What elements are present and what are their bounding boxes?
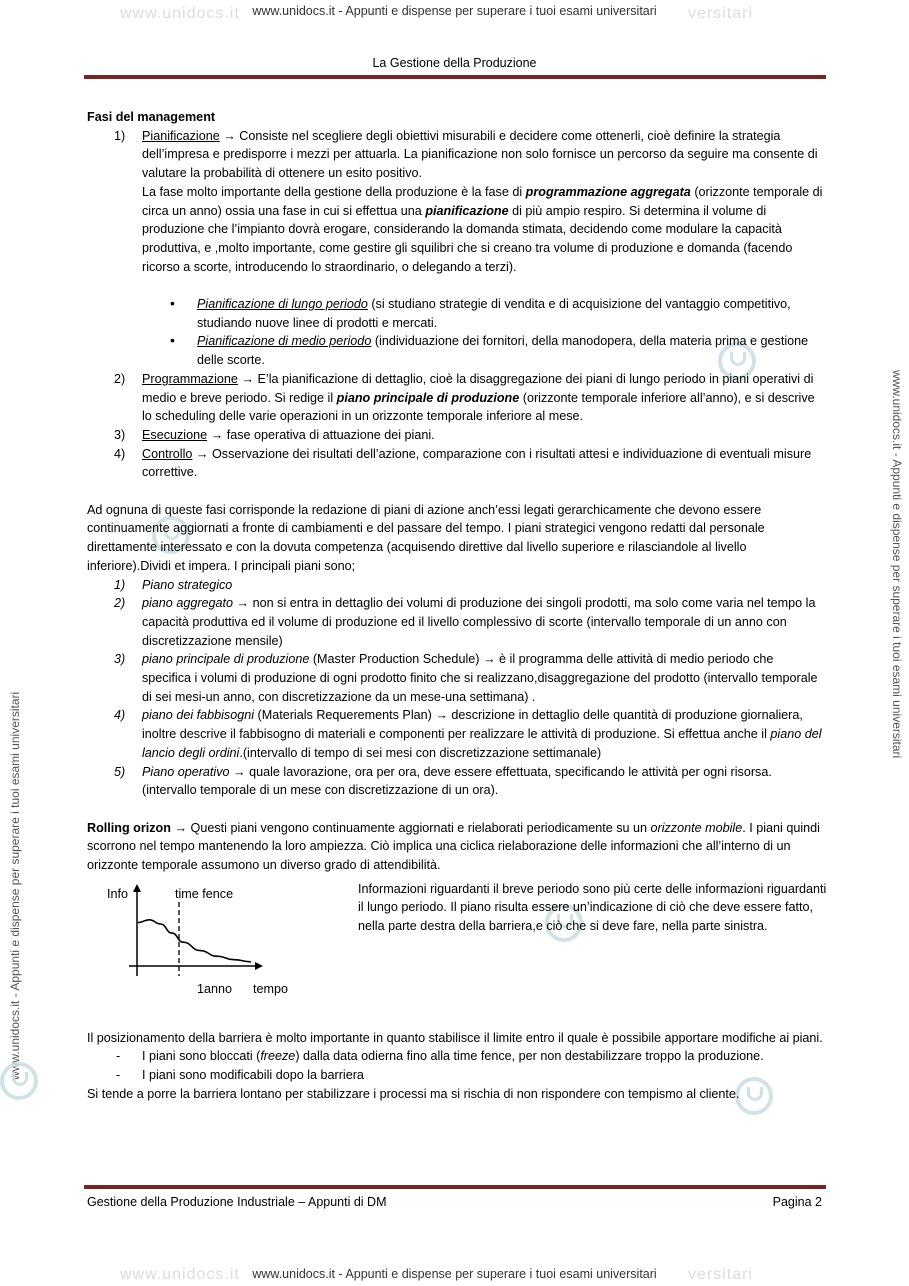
bullet-item: [87, 332, 823, 369]
bullet-term: Pianificazione di lungo periodo: [197, 297, 368, 312]
page-header-title: La Gestione della Produzione: [372, 56, 537, 70]
plan-term: Piano strategico: [142, 577, 233, 592]
plan-emphasis: piano del lancio degli ordini: [142, 727, 822, 760]
phase-term: Programmazione: [142, 371, 238, 386]
phase-text: (orizzonte temporale di circa un anno) ossia una fase in cui si effettua una: [142, 184, 823, 218]
watermark-top: www.unidocs.it - Appunti e dispense per superare i tuoi esami universitari: [252, 4, 657, 18]
phase-item-pianificazione: [87, 127, 823, 277]
plan-term: piano principale di produzione: [142, 652, 310, 667]
rolling-text: . I piani quindi scorrono nel tempo mantenendo la loro ampiezza. Ciò implica una ciclica rielaborazione delle informazioni che all’interno di un orizzonte temporale assumono un diverso grado di attendibilità.: [87, 820, 820, 873]
dash-marker: -: [116, 1068, 121, 1083]
series-line: [138, 920, 251, 962]
item-number: 1): [114, 128, 126, 143]
time-fence-chart: [105, 880, 325, 1005]
plan-text: (Master Production Schedule) → è il programma delle attività di medio periodo che specifica i volumi di produzione di ogni prodotto finito che si realizzano,disaggregazione del prodotto (intervallo temporale di sei mesi-un anno, con discretizzazione da un mese-una settimana) .: [142, 652, 818, 704]
plan-term: piano dei fabbisogni: [142, 708, 255, 723]
phase-text: E’la pianificazione di dettaglio, cioè la disaggregazione dei piani di lungo periodo in piani operativi di medio e breve periodo. Si redige il: [142, 371, 814, 405]
bullet-icon: •: [170, 332, 175, 349]
arrow-icon: →: [237, 371, 254, 386]
item-number: 2): [114, 371, 126, 386]
section-heading: Fasi del management: [87, 110, 216, 124]
watermark-ghost-bottom-right: versitari: [688, 1266, 754, 1283]
dash-text: I piani sono bloccati (: [142, 1049, 261, 1064]
rolling-text: Questi piani vengono continuamente aggiornati e rielaborati periodicamente su un: [187, 820, 651, 835]
plan-text: quale lavorazione, ora per ora, deve essere effettuata, specificando le attività per ogni risorsa. (intervallo temporale di un mese con discretizzazione di un ora).: [142, 764, 772, 798]
dash-item: [87, 1047, 823, 1066]
item-number: 5): [114, 764, 126, 779]
plan-text: .(intervallo di tempo di sei mesi con discretizzazione settimanale): [239, 745, 602, 760]
arrow-icon: →: [170, 820, 188, 835]
x-axis-label: tempo: [253, 981, 289, 996]
arrow-icon: →: [192, 446, 209, 461]
plan-item: [87, 650, 823, 706]
bullet-item: [87, 295, 823, 332]
time-fence-figure: [87, 880, 827, 1020]
watermark-left-side: www.unidocs.it - Appunti e dispense per superare i tuoi esami universitari: [8, 691, 22, 1080]
phase-item-programmazione: [87, 370, 823, 426]
item-number: 3): [114, 427, 126, 442]
item-number: 3): [114, 652, 126, 667]
one-year-label: 1anno: [197, 981, 233, 996]
page-content: [87, 108, 827, 1104]
plan-text: non si entra in dettaglio dei volumi di produzione dei singoli prodotti, ma solo come varia nel tempo la capacità produttiva ed il volume di produzione ed il livello complessivo di scorte (intervallo temporale di un anno con discretizzazione mensile): [142, 596, 816, 648]
phase-item-controllo: [87, 445, 823, 482]
item-number: 4): [114, 708, 126, 723]
header-rule: [84, 75, 826, 79]
footer-rule: [84, 1185, 826, 1189]
phase-text: (orizzonte temporale inferiore all’anno), e si descrive lo scheduling delle varie operazioni in un orizzonte temporale inferiore al mese.: [142, 390, 815, 424]
arrow-icon: →: [233, 596, 250, 611]
plan-term: piano aggregato: [142, 596, 234, 611]
plan-item: [87, 706, 823, 762]
barrier-paragraph: Il posizionamento della barriera è molto importante in quanto stabilisce il limite entro il quale è possibile apportare modifiche ai piani.: [87, 1030, 823, 1045]
rolling-horizon-paragraph: [87, 819, 823, 875]
emphasis-text: programmazione aggregata: [525, 184, 691, 199]
arrow-icon: →: [207, 427, 224, 442]
bullet-text: (si studiano strategie di vendita e di acquisizione del vantaggio competitivo, studiando nuove linee di prodotti e mercati.: [197, 297, 791, 330]
phase-text: Osservazione dei risultati dell’azione, comparazione con i risultati attesi e individuazione di eventuali misure correttive.: [142, 446, 812, 480]
emphasis-text: pianificazione: [425, 203, 509, 218]
rolling-emphasis: orizzonte mobile: [650, 820, 743, 835]
bullet-text: (individuazione dei fornitori, della manodopera, della materia prima e gestione delle scorte.: [197, 334, 809, 368]
watermark-ghost-top-left: www.unidocs.it: [120, 5, 240, 22]
x-axis-arrowhead: [255, 962, 263, 970]
bullet-term: Pianificazione di medio periodo: [197, 334, 372, 349]
dash-text: ) dalla data odierna fino alla time fence, per non destabilizzare troppo la produzione.: [295, 1049, 764, 1064]
dash-text: I piani sono modificabili dopo la barriera: [142, 1068, 364, 1083]
plan-term: Piano operativo: [142, 764, 230, 779]
plan-item: [87, 594, 823, 650]
plan-item: [87, 763, 823, 800]
plan-text: (Materials Requerements Plan) → descrizione in dettaglio delle quantità di produzione giornaliera, inoltre descrive il fabbisogno di materiali e componenti per realizzare le attività di produzione. Si effettua anche il: [142, 708, 803, 742]
phase-term: Esecuzione: [142, 427, 208, 442]
plan-item: [87, 576, 823, 595]
y-axis-label: Info: [107, 886, 129, 901]
watermark-ghost-top-right: versitari: [688, 5, 754, 22]
phase-term: Controllo: [142, 446, 193, 461]
item-number: 2): [114, 596, 126, 611]
y-axis-arrowhead: [133, 884, 141, 892]
watermark-right-side: www.unidocs.it - Appunti e dispense per superare i tuoi esami universitari: [890, 370, 904, 759]
phase-text: di più ampio respiro. Si determina il volume di produzione che l’impianto dovrà erogare, considerando la domanda stimata, decidendo come modulare la capacità produttiva, e ,molto importante, come gestire gli squilibri che si creano tra volume di produzione e domanda (facendo ricorso a scorte, introducendo lo straordinario, o delegando a terzi).: [142, 203, 793, 274]
page-number: Pagina 2: [772, 1195, 822, 1209]
dash-emphasis: freeze: [260, 1049, 296, 1064]
item-number: 1): [114, 577, 126, 592]
unidocs-logo-watermark: [0, 1062, 38, 1100]
watermark-ghost-bottom-left: www.unidocs.it: [120, 1266, 240, 1283]
chart-explanation: Informazioni riguardanti il breve periodo sono più certe delle informazioni riguardanti il lungo periodo. Il piano risulta essere un’indicazione di ciò che deve essere fatto, nella parte destra della barriera,e ciò che si deve fare, nella parte sinistra.: [358, 881, 827, 934]
dash-marker: -: [116, 1049, 121, 1064]
emphasis-text: piano principale di produzione: [336, 390, 520, 405]
phase-text: Consiste nel scegliere degli obiettivi misurabili e decidere come ottenerli, cioè definire la strategia dell’impresa e predisporre i mezzi per attuarla. La pianificazione non solo fornisce un percorso da seguire ma consente di valutare la probabilità di ottenere un esito positivo.: [142, 128, 818, 181]
phase-item-esecuzione: [87, 426, 823, 445]
phase-term: Pianificazione: [142, 128, 220, 143]
footer-title: Gestione della Produzione Industriale – Appunti di DM: [87, 1195, 387, 1209]
dash-item: [87, 1066, 823, 1085]
closing-paragraph: Si tende a porre la barriera lontano per stabilizzare i processi ma si rischia di non rispondere con tempismo al cliente.: [87, 1086, 740, 1101]
item-number: 4): [114, 446, 126, 461]
phase-text: fase operativa di attuazione dei piani.: [223, 427, 435, 442]
phase-text: La fase molto importante della gestione della produzione è la fase di: [142, 184, 526, 199]
arrow-icon: →: [229, 764, 246, 779]
arrow-icon: →: [219, 128, 236, 143]
watermark-bottom: www.unidocs.it - Appunti e dispense per superare i tuoi esami universitari: [252, 1267, 657, 1281]
bullet-icon: •: [170, 295, 175, 312]
plans-intro-paragraph: Ad ognuna di queste fasi corrisponde la redazione di piani di azione anch’essi legati gerarchicamente che devono essere continuamente aggiornati a fronte di cambiamenti e del passare del tempo. I piani strategici vengono redatti dal personale direttamente interessato e con la dovuta competenza (acquisendo direttive dal livello superiore e rilasciandole al livello inferiore).Dividi et impera. I principali piani sono;: [87, 502, 765, 573]
time-fence-label: time fence: [175, 886, 234, 901]
rolling-term: Rolling orizon: [87, 820, 171, 835]
